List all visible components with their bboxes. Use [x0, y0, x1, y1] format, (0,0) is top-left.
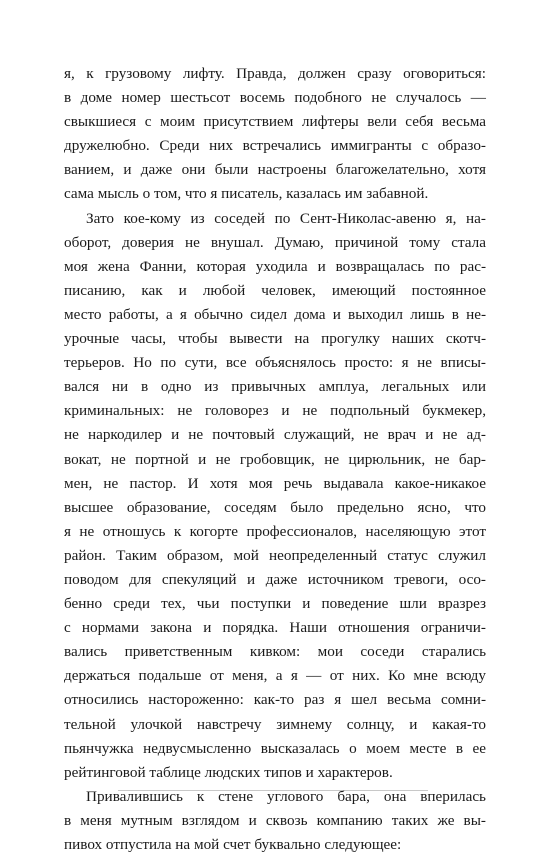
text-line: поводом для спекуляций и даже источником тревоги, осо- [64, 570, 486, 588]
text-line: Зато кое-кому из соседей по Сент-Николас-авеню я, на- [86, 209, 486, 227]
text-line: не наркодилер и не почтовый служащий, не врач и не ад- [64, 426, 486, 444]
text-line: сама мысль о том, что я писатель, казалась им забавной. [64, 185, 429, 203]
text-line: держаться подальше от меня, а я — от них. Ко мне всюду [64, 667, 486, 685]
text-line: криминальных: не головорез и не подпольный букмекер, [64, 402, 486, 420]
text-line: с нормами закона и порядка. Наши отношения ограничи- [64, 619, 486, 637]
text-line: оборот, доверия не внушал. Думаю, причиной тому стала [64, 233, 486, 251]
cut-off-next-line [118, 790, 428, 801]
text-line: терьеров. Но по сути, все объяснялось просто: я не вписы- [64, 354, 486, 372]
text-line: тельной улочкой навстречу зимнему солнцу, и какая-то [64, 715, 486, 733]
body-text [64, 62, 486, 857]
text-line: мен, не пастор. И хотя моя речь выдавала какое-никакое [64, 474, 486, 492]
text-line: относились настороженно: как-то раз я шел весьма сомни- [64, 691, 486, 709]
text-line: дружелюбно. Среди них встречались иммигранты с образо- [64, 137, 486, 155]
text-line: рейтинговой таблице людских типов и характеров. [64, 763, 393, 781]
text-line: район. Таким образом, мой неопределенный статус служил [64, 546, 486, 564]
text-line: моя жена Фанни, которая уходила и возвращалась по рас- [64, 257, 486, 275]
text-line: вались приветственным кивком: мои соседи старались [64, 643, 486, 661]
text-line: я, к грузовому лифту. Правда, должен сразу оговориться: [64, 65, 486, 82]
text-line: Привалившись к стене углового бара, она вперилась [86, 787, 486, 805]
text-line: в доме номер шестьсот восемь подобного не случалось — [64, 89, 486, 107]
text-line: бенно среди тех, чьи поступки и поведение шли вразрез [64, 595, 486, 613]
text-line: место работы, а я обычно сидел дома и выходил лишь в не- [64, 305, 486, 323]
text-line: вался ни в одно из привычных амплуа, легальных или [64, 378, 486, 396]
text-line: ванием, и даже они были настроены благожелательно, хотя [64, 161, 486, 179]
text-line: писанию, как и любой человек, имеющий постоянное [64, 281, 486, 299]
text-line: высшее образование, соседям было предельно ясно, что [64, 498, 486, 516]
text-line: я не отношусь к когорте профессионалов, населяющую этот [64, 522, 486, 540]
text-line: пьянчужка недвусмысленно высказалась о моем месте в ее [64, 739, 486, 757]
text-line: свыкшиеся с моим присутствием лифтеры вели себя весьма [64, 113, 486, 131]
text-line: вокат, не портной и не гробовщик, не цирюльник, не бар- [64, 450, 486, 468]
text-line: пивох отпустила на мой счет буквально следующее: [64, 836, 402, 853]
text-line: в меня мутным взглядом и сквозь компанию таких же вы- [64, 811, 486, 829]
text-line: урочные часы, чтобы вывести на прогулку наших скотч- [64, 330, 486, 348]
